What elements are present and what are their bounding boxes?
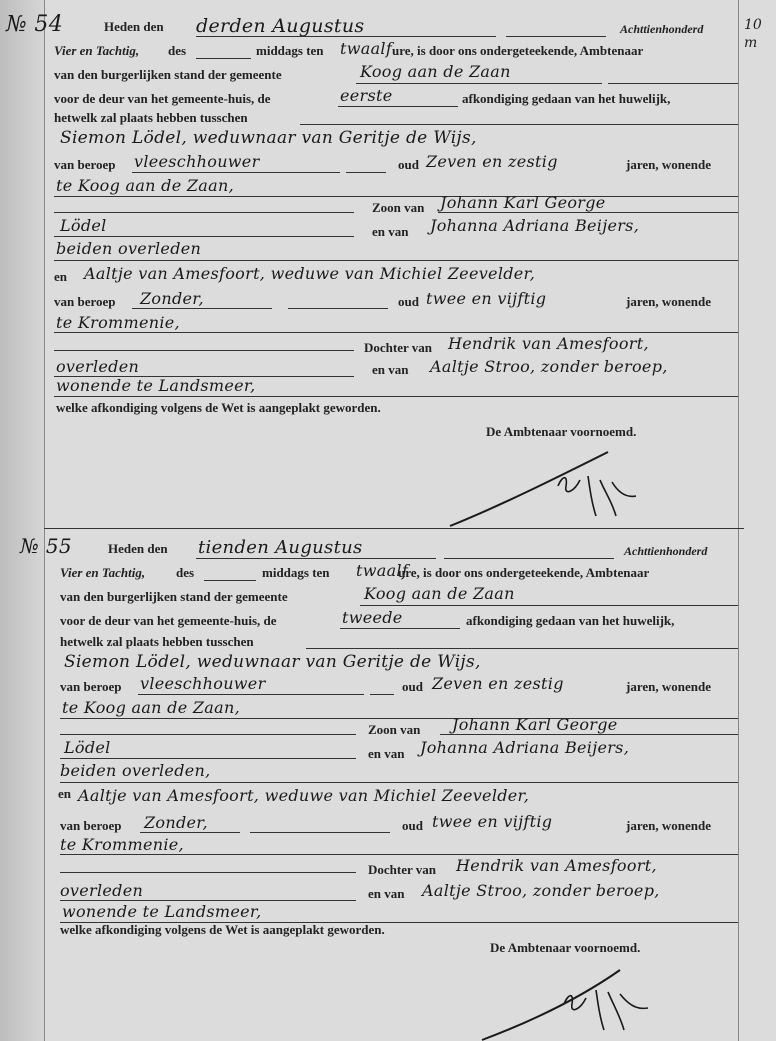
bride-jaren-wonende-label: jaren, wonende [626, 294, 711, 309]
groom-surname: Lödel [64, 738, 111, 757]
bride-occupation: Zonder, [144, 813, 208, 832]
bride-occupation-rule [140, 832, 240, 833]
parents-residence-rule [60, 782, 738, 783]
groom-parents-residence: beiden overleden, [60, 761, 211, 780]
groom-name: Siemon Lödel, weduwnaar van Geritje de Wijs, [64, 652, 481, 672]
bride-oud-label: oud [398, 294, 419, 309]
parents-residence-rule [54, 260, 738, 261]
groom-mother: Johanna Adriana Beijers, [430, 216, 640, 235]
bride-mother: Aaltje Stroo, zonder beroep, [422, 881, 660, 900]
occupation-rule [132, 172, 340, 173]
margin-note-number: 10 [744, 17, 762, 33]
groom-occupation: vleeschhouwer [134, 152, 260, 171]
civil-registry-label: van den burgerlijken stand der gemeente [54, 67, 282, 82]
surname-rule [54, 236, 354, 237]
oud-rule [370, 694, 394, 695]
municipality-rule [356, 83, 602, 84]
ordinal-rule [340, 628, 460, 629]
ordinal-value: tweede [342, 608, 403, 627]
father-rule [440, 734, 738, 735]
groom-father: Johann Karl George [440, 193, 606, 212]
bride-age: twee en vijftig [432, 812, 553, 831]
bride-father-status-rule [60, 900, 356, 901]
groom-age: Zeven en zestig [426, 152, 558, 171]
bride-father-left-rule [60, 872, 356, 873]
hetwelk-rule [306, 648, 738, 649]
record-number: № 55 [20, 534, 72, 558]
father-rule [438, 212, 738, 213]
groom-row [0, 126, 776, 154]
groom-residence: te Koog aan de Zaan, [62, 698, 240, 717]
middags-label: middags ten [256, 43, 324, 58]
municipality-rule [360, 605, 738, 606]
bride-residence: te Krommenie, [60, 835, 184, 854]
bride-residence-rule [60, 854, 738, 855]
afkondiging-label: afkondiging gedaan van het huwelijk, [466, 613, 675, 628]
zoon-van-label: Zoon van [368, 722, 421, 737]
ure-text: ure, is door ons ondergeteekende, Ambtenaar [392, 43, 644, 58]
bride-van-beroep-label: van beroep [54, 294, 116, 309]
afkondiging-label: afkondiging gedaan van het huwelijk, [462, 91, 671, 106]
hetwelk-label: hetwelk zal plaats hebben tusschen [60, 634, 254, 649]
groom-father: Johann Karl George [452, 715, 618, 734]
des-label: des [176, 565, 195, 580]
bride-father: Hendrik van Amesfoort, [456, 856, 657, 875]
van-beroep-label: van beroep [60, 679, 122, 694]
en-label: en [58, 786, 71, 801]
bride-father-status: overleden [56, 357, 140, 376]
record-date: derden Augustus [196, 15, 365, 37]
bride-van-beroep-label: van beroep [60, 818, 122, 833]
bride-oud-label: oud [402, 818, 423, 833]
bride-mother-residence-rule [54, 396, 738, 397]
bride-jaren-wonende-label: jaren, wonende [626, 818, 711, 833]
record-separator [44, 528, 744, 529]
municipality-value: Koog aan de Zaan [360, 62, 511, 81]
closing-text: welke afkondiging volgens de Wet is aangeplakt geworden. [60, 922, 385, 937]
date-rule [196, 36, 496, 37]
ambtenaar-label: De Ambtenaar voornoemd. [490, 940, 641, 955]
municipality-rule-2 [608, 83, 738, 84]
bride-father: Hendrik van Amesfoort, [448, 334, 649, 353]
closing-text: welke afkondiging volgens de Wet is aangeplakt geworden. [56, 400, 381, 415]
bride-residence: te Krommenie, [56, 313, 180, 332]
groom-age: Zeven en zestig [432, 674, 564, 693]
groom-mother: Johanna Adriana Beijers, [420, 738, 630, 757]
year-words: Vier en Tachtig, [60, 565, 146, 580]
occupation-rule [138, 694, 364, 695]
groom-parents-residence: beiden overleden [56, 239, 202, 258]
year-words: Vier en Tachtig, [54, 43, 140, 58]
century-word: Achttienhonderd [620, 22, 704, 36]
margin-note-mark: m [744, 35, 758, 51]
dochter-van-label: Dochter van [368, 862, 437, 877]
bride-mother: Aaltje Stroo, zonder beroep, [430, 357, 668, 376]
bride-father-status: overleden [60, 881, 144, 900]
hour-value: twaalf [340, 39, 393, 58]
surname-rule [60, 758, 356, 759]
oud-rule [346, 172, 386, 173]
record-number: № 54 [6, 12, 64, 37]
ordinal-value: eerste [340, 86, 393, 105]
father-left-rule [54, 212, 354, 213]
father-left-rule [60, 734, 356, 735]
groom-occupation: vleeschhouwer [140, 674, 266, 693]
des-label: des [168, 43, 187, 58]
date-rule [196, 558, 436, 559]
zoon-van-label: Zoon van [372, 200, 425, 215]
heden-den-label: Heden den [108, 541, 168, 556]
century-word: Achttienhonderd [624, 544, 708, 558]
en-label: en [54, 269, 67, 284]
bride-occupation: Zonder, [140, 289, 204, 308]
des-rule [204, 580, 256, 581]
voor-de-deur-label: voor de deur van het gemeente-huis, de [54, 91, 271, 106]
municipality-value: Koog aan de Zaan [364, 584, 515, 603]
groom-name: Siemon Lödel, weduwnaar van Geritje de Wijs, [60, 128, 477, 148]
oud-label: oud [402, 679, 423, 694]
date-rule-2 [444, 558, 614, 559]
bride-oud-rule [250, 832, 390, 833]
dochter-van-label: Dochter van [364, 340, 433, 355]
middags-label: middags ten [262, 565, 330, 580]
voor-de-deur-label: voor de deur van het gemeente-huis, de [60, 613, 277, 628]
bride-en-van-label: en van [368, 886, 405, 901]
bride-mother-residence: wonende te Landsmeer, [62, 902, 262, 921]
en-van-label: en van [368, 746, 405, 761]
hetwelk-label: hetwelk zal plaats hebben tusschen [54, 110, 248, 125]
bride-occupation-rule [132, 308, 272, 309]
civil-registry-label: van den burgerlijken stand der gemeente [60, 589, 288, 604]
bride-oud-rule [288, 308, 388, 309]
en-van-label: en van [372, 224, 409, 239]
bride-name: Aaltje van Amesfoort, weduwe van Michiel Zeevelder, [84, 264, 536, 283]
signature-flourish [470, 962, 690, 1041]
signature-flourish [440, 446, 660, 532]
bride-residence-rule [54, 332, 738, 333]
record-header-row [0, 14, 776, 42]
hour-value: twaalf [356, 561, 409, 580]
heden-den-label: Heden den [104, 19, 164, 34]
date-rule-2 [506, 36, 606, 37]
groom-surname: Lödel [60, 216, 107, 235]
bride-name: Aaltje van Amesfoort, weduwe van Michiel Zeevelder, [78, 786, 530, 805]
jaren-wonende-label: jaren, wonende [626, 157, 711, 172]
oud-label: oud [398, 157, 419, 172]
ure-text: ure, is door ons ondergeteekende, Ambtenaar [398, 565, 650, 580]
hetwelk-rule [300, 124, 738, 125]
bride-mother-residence: wonende te Landsmeer, [56, 376, 256, 395]
bride-age: twee en vijftig [426, 289, 547, 308]
groom-residence: te Koog aan de Zaan, [56, 176, 234, 195]
record-header-row [0, 536, 776, 564]
des-rule [196, 58, 251, 59]
jaren-wonende-label: jaren, wonende [626, 679, 711, 694]
bride-en-van-label: en van [372, 362, 409, 377]
van-beroep-label: van beroep [54, 157, 116, 172]
bride-father-left-rule [54, 350, 354, 351]
ambtenaar-label: De Ambtenaar voornoemd. [486, 424, 637, 439]
record-date: tienden Augustus [198, 537, 363, 558]
